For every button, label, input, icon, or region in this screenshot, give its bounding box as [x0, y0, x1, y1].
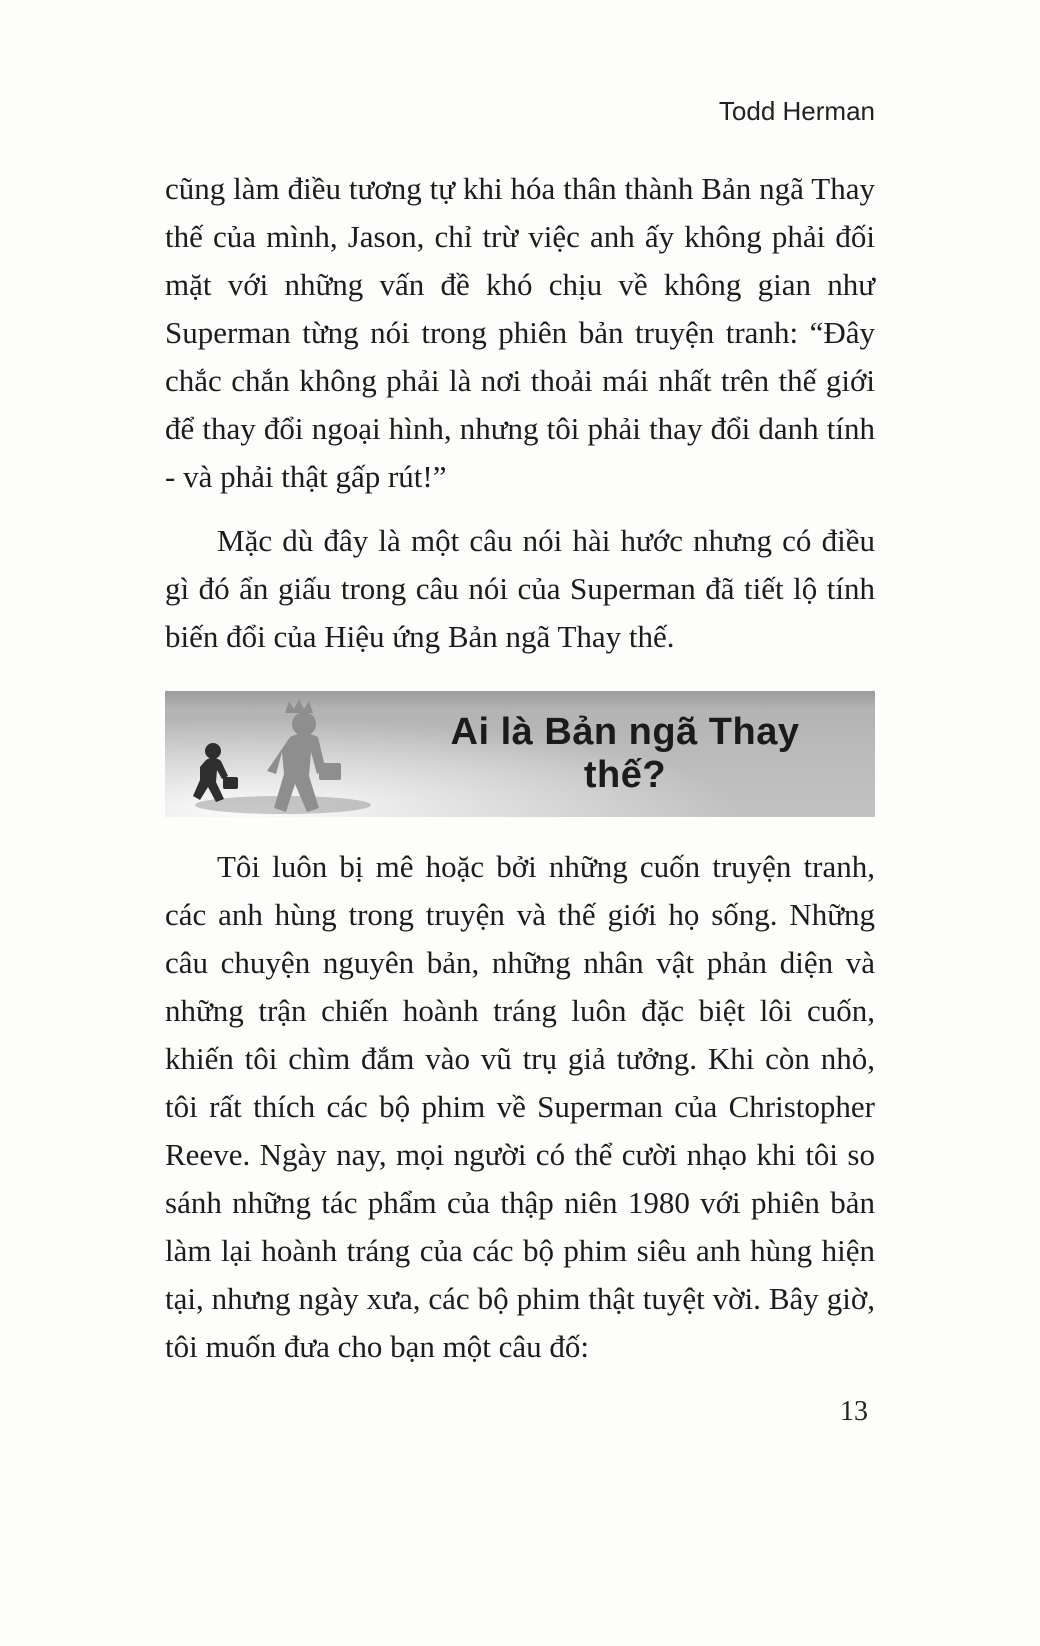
- hero-with-crown-silhouette-icon: [267, 699, 341, 812]
- paragraph-3: Tôi luôn bị mê hoặc bởi những cuốn truyện tranh, các anh hùng trong truyện và thế giới họ sống. Những câu chuyện nguyên bản, những nhân vật phản diện và những trận chiến hoành tráng luôn đặc biệt lôi cuốn, khiến tôi chìm đắm vào vũ trụ giả tưởng. Khi còn nhỏ, tôi rất thích các bộ phim về Superman của Christopher Reeve. Ngày nay, mọi người có thể cười nhạo khi tôi so sánh những tác phẩm của thập niên 1980 với phiên bản làm lại hoành tráng của các bộ phim siêu anh hùng hiện tại, nhưng ngày xưa, các bộ phim thật tuyệt vời. Bây giờ, tôi muốn đưa cho bạn một câu đố:: [165, 849, 875, 1364]
- banner-art: [165, 691, 415, 817]
- running-businessman-silhouette-icon: [193, 743, 238, 802]
- page-number: 13: [840, 1396, 868, 1427]
- paragraph-1: cũng làm điều tương tự khi hóa thân thành Bản ngã Thay thế của mình, Jason, chỉ trừ việc anh ấy không phải đối mặt với những vấn đề khó chịu về không gian như Superman từng nói trong phiên bản truyện tranh: “Đây chắc chắn không phải là nơi thoải mái nhất trên thế giới để thay đổi ngoại hình, nhưng tôi phải thay đổi danh tính - và phải thật gấp rút!”: [165, 171, 875, 494]
- section-title: Ai là Bản ngã Thay thế?: [450, 711, 800, 796]
- running-header-author: Todd Herman: [718, 96, 875, 126]
- section-banner: [165, 691, 875, 817]
- silhouette-art-icon: [173, 691, 413, 817]
- paragraph-2: Mặc dù đây là một câu nói hài hước nhưng có điều gì đó ẩn giấu trong câu nói của Superman đã tiết lộ tính biến đổi của Hiệu ứng Bản ngã Thay thế.: [165, 523, 875, 654]
